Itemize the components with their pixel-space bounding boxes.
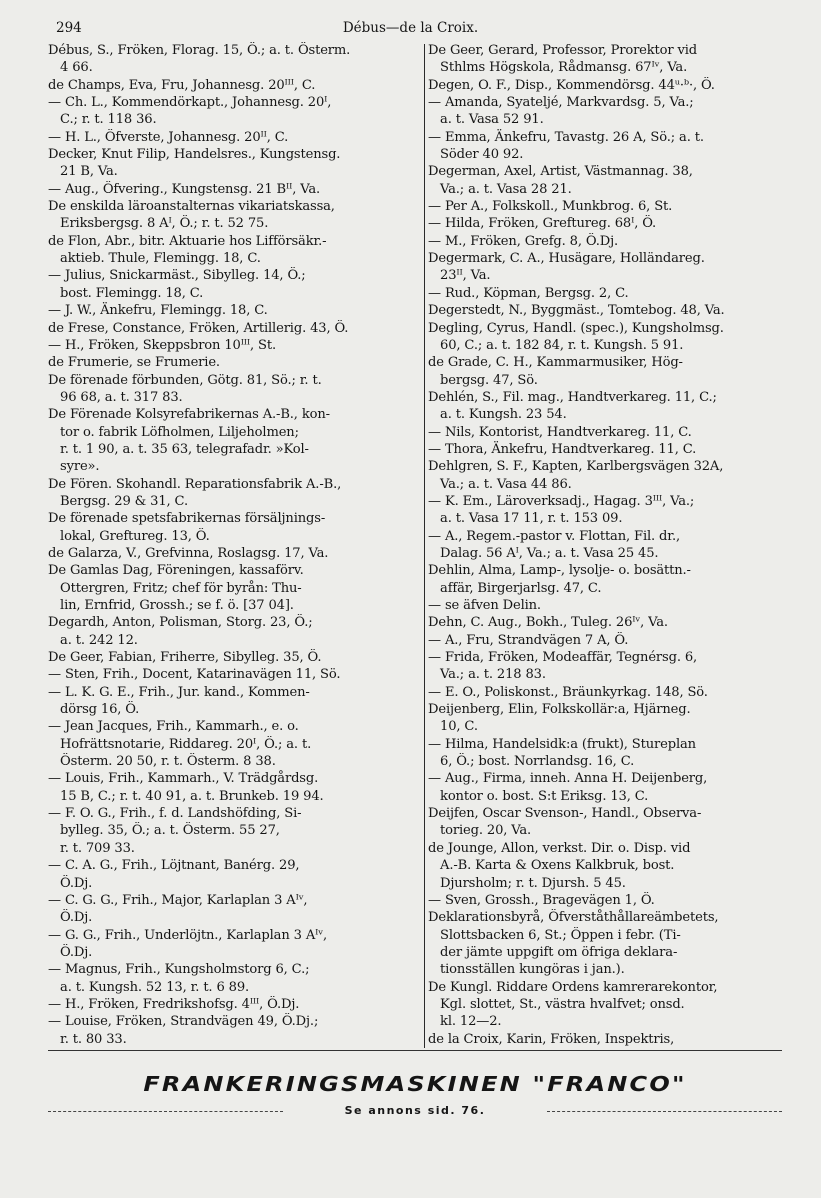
directory-entry-line: — J. W., Änkefru, Flemingg. 18, C.: [48, 303, 268, 319]
directory-entry-line: De Geer, Gerard, Professor, Prorektor vid: [428, 43, 698, 58]
directory-entry-line: — Thora, Änkefru, Handtverkareg. 11, C.: [428, 441, 697, 457]
directory-entry-line: De förenade spetsfabrikernas försäljnings-: [48, 511, 326, 527]
directory-entry-line: de Champs, Eva, Fru, Johannesg. 20ᴵᴵᴵ, C.: [48, 77, 316, 93]
directory-entry-line: Dehlin, Alma, Lamp-, lysolje- o. bosättn.-: [428, 563, 691, 579]
right-column: [428, 42, 783, 1046]
directory-entry-line: torieg. 20, Va.: [428, 823, 532, 839]
directory-entry-line: 96 68, a. t. 317 83.: [48, 389, 183, 405]
directory-entry-line: — Magnus, Frih., Kungsholmstorg 6, C.;: [48, 962, 310, 978]
directory-entry-line: De enskilda läroanstalternas vikariatskassa,: [48, 199, 335, 215]
directory-entry-line: — Hilda, Fröken, Greftureg. 68ᴵ, Ö.: [428, 216, 657, 232]
directory-entry-line: — E. O., Poliskonst., Bräunkyrkag. 148, Sö.: [428, 684, 708, 700]
directory-entry-line: syre».: [48, 459, 100, 475]
directory-entry-line: Deijfen, Oscar Svenson-, Handl., Observa-: [428, 806, 702, 822]
directory-entry-line: 6, Ö.; bost. Norrlandsg. 16, C.: [428, 754, 635, 770]
directory-entry-line: — A., Regem.-pastor v. Flottan, Fil. dr.,: [428, 528, 680, 544]
page-number: 294: [56, 20, 82, 36]
directory-entry-line: — Nils, Kontorist, Handtverkareg. 11, C.: [428, 424, 692, 440]
directory-entry-line: der jämte uppgift om öfriga deklara-: [428, 944, 678, 960]
ad-left-rule: [48, 1111, 283, 1113]
directory-entry-line: affär, Birgerjarlsg. 47, C.: [428, 580, 602, 596]
directory-entry-line: Ottergren, Fritz; chef för byrån: Thu-: [48, 580, 302, 596]
directory-entry-line: a. t. Kungsh. 52 13, r. t. 6 89.: [48, 979, 250, 995]
directory-entry-line: — H. L., Öfverste, Johannesg. 20ᴵᴵ, C.: [48, 129, 289, 145]
directory-entry-line: — Aug., Öfvering., Kungstensg. 21 Bᴵᴵ, Va.: [48, 181, 321, 197]
ad-subtitle-row: [48, 1104, 782, 1120]
directory-entry-line: 23ᴵᴵ, Va.: [428, 268, 491, 284]
directory-entry-line: — Louis, Frih., Kammarh., V. Trädgårdsg.: [48, 771, 319, 787]
directory-entry-line: de Frumerie, se Frumerie.: [48, 355, 220, 371]
directory-entry-line: Degardh, Anton, Polisman, Storg. 23, Ö.;: [48, 615, 313, 631]
directory-entry-line: — Julius, Snickarmäst., Sibylleg. 14, Ö.;: [48, 268, 306, 284]
directory-entry-line: de la Croix, Karin, Fröken, Inspektris,: [428, 1031, 675, 1046]
directory-entry-line: — Sten, Frih., Docent, Katarinavägen 11, Sö.: [48, 667, 341, 683]
directory-entry-line: Dehlgren, S. F., Kapten, Karlbergsvägen 32A,: [428, 459, 724, 475]
directory-entry-line: — K. Em., Läroverksadj., Hagag. 3ᴵᴵᴵ, Va.;: [428, 493, 695, 509]
directory-entry-line: Ö.Dj.: [48, 875, 93, 891]
directory-entry-line: 4 66.: [48, 60, 93, 76]
directory-entry-line: Ö.Dj.: [48, 944, 93, 960]
advertisement: [48, 1070, 782, 1150]
directory-entry-line: de Flon, Abr., bitr. Aktuarie hos Lifförsäkr.-: [48, 233, 327, 249]
directory-entry-line: — C. G. G., Frih., Major, Karlaplan 3 Aᴵᵛ,: [48, 892, 308, 908]
directory-entry-line: bergsg. 47, Sö.: [428, 372, 538, 388]
directory-entry-line: de Frese, Constance, Fröken, Artillerig. 43, Ö.: [48, 320, 349, 336]
directory-entry-line: — C. A. G., Frih., Löjtnant, Banérg. 29,: [48, 858, 300, 874]
directory-entry-line: Dehn, C. Aug., Bokh., Tuleg. 26ᴵᵛ, Va.: [428, 615, 668, 631]
directory-entry-line: Ö.Dj.: [48, 910, 93, 926]
directory-entry-line: Degen, O. F., Disp., Kommendörsg. 44ᵘ·ᵇ·, Ö.: [428, 77, 715, 93]
page-header: [48, 20, 773, 42]
directory-entry-line: — Louise, Fröken, Strandvägen 49, Ö.Dj.;: [48, 1014, 319, 1030]
directory-entry-line: lokal, Greftureg. 13, Ö.: [48, 528, 210, 544]
directory-entry-line: 15 B, C.; r. t. 40 91, a. t. Brunkeb. 19 94.: [48, 788, 324, 804]
directory-entry-line: — H., Fröken, Skeppsbron 10ᴵᴵᴵ, St.: [48, 337, 276, 353]
directory-entry-line: — Aug., Firma, inneh. Anna H. Deijenberg,: [428, 771, 708, 787]
directory-entry-line: De Fören. Skohandl. Reparationsfabrik A.-B.,: [48, 476, 342, 492]
column-divider: [424, 44, 425, 1048]
directory-entry-line: De Kungl. Riddare Ordens kamrerarekontor,: [428, 979, 718, 995]
directory-entry-line: Degerstedt, N., Byggmäst., Tomtebog. 48, Va.: [428, 303, 725, 319]
directory-entry-line: de Grade, C. H., Kammarmusiker, Hög-: [428, 355, 683, 371]
directory-entry-line: r. t. 1 90, a. t. 35 63, telegrafadr. »Kol-: [48, 441, 309, 457]
directory-entry-line: bost. Flemingg. 18, C.: [48, 285, 204, 301]
directory-entry-line: A.-B. Karta & Oxens Kalkbruk, bost.: [428, 858, 675, 874]
directory-entry-line: — Ch. L., Kommendörkapt., Johannesg. 20ᴵ,: [48, 95, 332, 111]
directory-entry-line: Österm. 20 50, r. t. Österm. 8 38.: [48, 754, 276, 770]
left-column: [48, 42, 422, 1046]
directory-entry-line: Degerman, Axel, Artist, Västmannag. 38,: [428, 164, 693, 180]
directory-entry-line: de Galarza, V., Grefvinna, Roslagsg. 17, Va.: [48, 545, 329, 561]
directory-entry-line: Deklarationsbyrå, Öfverståthållareämbetets,: [428, 910, 719, 926]
bottom-rule: [48, 1050, 782, 1051]
directory-entry-line: Söder 40 92.: [428, 147, 524, 163]
directory-entry-line: tionsställen kungöras i jan.).: [428, 962, 625, 978]
directory-entry-line: De Gamlas Dag, Föreningen, kassaförv.: [48, 563, 304, 579]
directory-entry-line: — H., Fröken, Fredrikshofsg. 4ᴵᴵᴵ, Ö.Dj.: [48, 996, 300, 1012]
directory-entry-line: a. t. Vasa 17 11, r. t. 153 09.: [428, 511, 623, 527]
directory-entry-line: — M., Fröken, Grefg. 8, Ö.Dj.: [428, 233, 618, 249]
directory-entry-line: Decker, Knut Filip, Handelsres., Kungstensg.: [48, 147, 341, 163]
directory-entry-line: Va.; a. t. 218 83.: [428, 667, 546, 683]
directory-entry-line: — Per A., Folkskoll., Munkbrog. 6, St.: [428, 199, 673, 215]
directory-entry-line: — Emma, Änkefru, Tavastg. 26 A, Sö.; a. t.: [428, 129, 704, 145]
ad-title: FRANKERINGSMASKINEN "FRANCO": [143, 1072, 687, 1096]
directory-entry-line: 10, C.: [428, 719, 478, 735]
directory-entry-line: Degermark, C. A., Husägare, Holländareg.: [428, 251, 705, 267]
directory-entry-line: r. t. 80 33.: [48, 1031, 127, 1046]
directory-entry-line: — Frida, Fröken, Modeaffär, Tegnérsg. 6,: [428, 650, 698, 666]
directory-entry-line: r. t. 709 33.: [48, 840, 135, 856]
directory-entry-line: a. t. Kungsh. 23 54.: [428, 407, 567, 423]
directory-entry-line: Débus, S., Fröken, Florag. 15, Ö.; a. t. Österm.: [48, 43, 351, 58]
directory-entry-line: a. t. 242 12.: [48, 632, 138, 648]
directory-entry-line: De Geer, Fabian, Friherre, Sibylleg. 35, Ö.: [48, 650, 322, 666]
directory-entry-line: De Förenade Kolsyrefabrikernas A.-B., kon-: [48, 407, 330, 423]
directory-entry-line: dörsg 16, Ö.: [48, 702, 140, 718]
directory-entry-line: Kgl. slottet, St., västra hvalfvet; onsd.: [428, 996, 685, 1012]
directory-entry-line: Hofrättsnotarie, Riddareg. 20ᴵ, Ö.; a. t.: [48, 736, 312, 752]
directory-entry-line: aktieb. Thule, Flemingg. 18, C.: [48, 251, 261, 267]
directory-entry-line: kontor o. bost. S:t Eriksg. 13, C.: [428, 788, 649, 804]
ad-right-rule: [547, 1111, 782, 1113]
directory-entry-line: Va.; a. t. Vasa 28 21.: [428, 181, 572, 197]
directory-entry-line: — se äfven Delin.: [428, 598, 541, 613]
directory-entry-line: Dehlén, S., Fil. mag., Handtverkareg. 11, C.;: [428, 389, 717, 405]
directory-entry-line: — Jean Jacques, Frih., Kammarh., e. o.: [48, 719, 299, 735]
directory-entry-line: Dalag. 56 Aᴵ, Va.; a. t. Vasa 25 45.: [428, 545, 659, 561]
directory-entry-line: 21 B, Va.: [48, 164, 118, 180]
directory-entry-line: Bergsg. 29 & 31, C.: [48, 493, 188, 509]
directory-entry-line: — Rud., Köpman, Bergsg. 2, C.: [428, 285, 629, 301]
directory-entry-line: — Hilma, Handelsidk:a (frukt), Stureplan: [428, 736, 696, 752]
directory-entry-line: — G. G., Frih., Underlöjtn., Karlaplan 3 Aᴵᵛ,: [48, 927, 327, 943]
entry-columns: [0, 42, 821, 1046]
directory-entry-line: — Amanda, Syateljé, Markvardsg. 5, Va.;: [428, 95, 694, 111]
directory-entry-line: de Jounge, Allon, verkst. Dir. o. Disp. vid: [428, 840, 691, 856]
ad-subtitle: Se annons sid. 76.: [344, 1104, 486, 1117]
directory-entry-line: a. t. Vasa 52 91.: [428, 112, 544, 128]
directory-entry-line: Va.; a. t. Vasa 44 86.: [428, 476, 572, 492]
directory-entry-line: — Sven, Grossh., Bragevägen 1, Ö.: [428, 892, 655, 908]
directory-entry-line: C.; r. t. 118 36.: [48, 112, 157, 128]
directory-entry-line: bylleg. 35, Ö.; a. t. Österm. 55 27,: [48, 823, 280, 839]
directory-entry-line: De förenade förbunden, Götg. 81, Sö.; r. t.: [48, 372, 322, 388]
directory-entry-line: Degling, Cyrus, Handl. (spec.), Kungsholmsg.: [428, 320, 724, 336]
directory-entry-line: 60, C.; a. t. 182 84, r. t. Kungsh. 5 91.: [428, 337, 684, 353]
directory-entry-line: — A., Fru, Strandvägen 7 A, Ö.: [428, 632, 629, 648]
directory-entry-line: Djursholm; r. t. Djursh. 5 45.: [428, 875, 626, 891]
directory-entry-line: tor o. fabrik Löfholmen, Liljeholmen;: [48, 424, 299, 440]
directory-entry-line: lin, Ernfrid, Grossh.; se f. ö. [37 04].: [48, 598, 294, 613]
directory-entry-line: Eriksbergsg. 8 Aᴵ, Ö.; r. t. 52 75.: [48, 216, 269, 232]
directory-entry-line: — L. K. G. E., Frih., Jur. kand., Kommen-: [48, 684, 310, 700]
directory-entry-line: Sthlms Högskola, Rådmansg. 67ᴵᵛ, Va.: [428, 60, 688, 76]
directory-entry-line: Slottsbacken 6, St.; Öppen i febr. (Ti-: [428, 927, 681, 943]
directory-entry-line: kl. 12—2.: [428, 1014, 502, 1030]
running-title: Débus—de la Croix.: [342, 20, 479, 36]
directory-entry-line: — F. O. G., Frih., f. d. Landshöfding, Si-: [48, 806, 302, 822]
directory-entry-line: Deijenberg, Elin, Folkskollär:a, Hjärneg.: [428, 702, 691, 718]
